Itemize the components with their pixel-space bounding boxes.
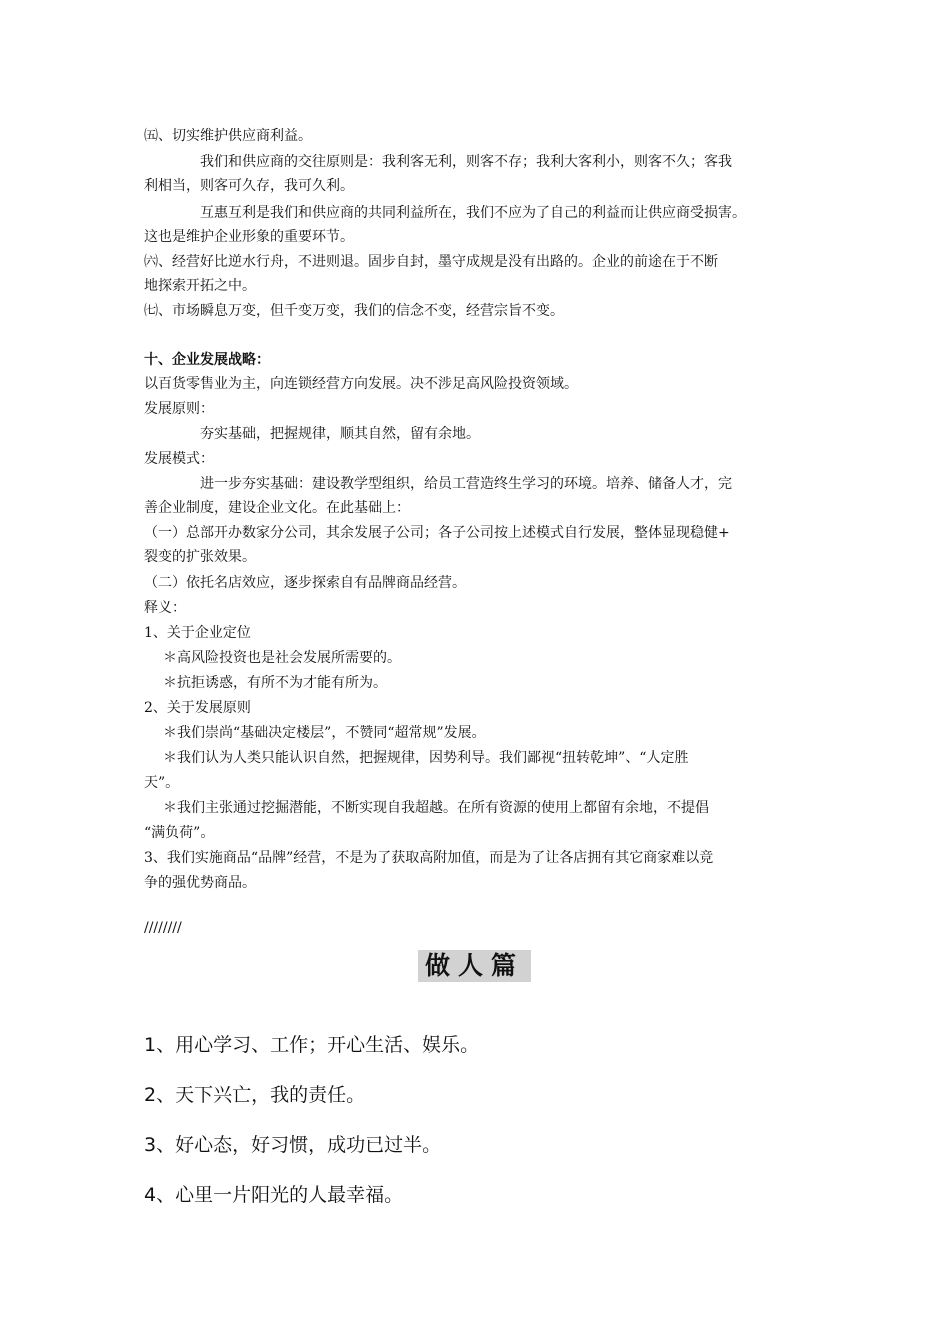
principle-6-line1: ㈥、经营好比逆水行舟，不进则退。固步自封，墨守成规是没有出路的。企业的前途在于不断 [144,254,718,270]
separator: //////// [144,920,182,936]
explain-label: 释义： [144,600,186,616]
principle-5-title: ㈤、切实维护供应商利益。 [144,128,312,144]
principle-6-line2: 地探索开拓之中。 [144,278,256,294]
principle-5-para1-line1: 我们和供应商的交往原则是：我利客无利，则客不存；我利大客利小，则客不久；客我 [200,154,732,170]
section-heading-strategy: 十、企业发展战略： [144,352,270,368]
mode-line1: 进一步夯实基础：建设教学型组织，给员工营造终生学习的环境。培养、储备人才，完 [200,476,732,492]
mode-item2: （二）依托名店效应，逐步探索自有品牌商品经营。 [144,575,466,591]
explain-2-c-line2: “满负荷”。 [144,825,215,841]
explain-1-b: ＊抗拒诱惑，有所不为才能有所为。 [163,675,387,691]
motto-2: 2、天下兴亡，我的责任。 [144,1084,366,1106]
strategy-main: 以百货零售业为主，向连锁经营方向发展。决不涉足高风险投资领域。 [144,376,578,392]
motto-4: 4、心里一片阳光的人最幸福。 [144,1184,404,1206]
principle-label: 发展原则： [144,401,214,417]
explain-2-a: ＊我们崇尚“基础决定楼层”，不赞同“超常规”发展。 [163,725,486,741]
principle-5-para2-line1: 互惠互利是我们和供应商的共同利益所在，我们不应为了自己的利益而让供应商受损害。 [200,205,746,221]
explain-2-b-line2: 天”。 [144,775,180,791]
section-title: 做人篇 [418,950,531,982]
motto-1: 1、用心学习、工作；开心生活、娱乐。 [144,1034,480,1056]
explain-2-c-line1: ＊我们主张通过挖掘潜能，不断实现自我超越。在所有资源的使用上都留有余地，不提倡 [163,800,709,816]
principle-7: ㈦、市场瞬息万变，但千变万变，我们的信念不变，经营宗旨不变。 [144,303,564,319]
explain-3-line1: 3、我们实施商品“品牌”经营，不是为了获取高附加值，而是为了让各店拥有其它商家难以竞 [144,850,714,866]
mode-label: 发展模式： [144,451,214,467]
explain-2-b-line1: ＊我们认为人类只能认识自然，把握规律，因势利导。我们鄙视“扭转乾坤”、“人定胜 [163,750,689,766]
explain-1-title: 1、关于企业定位 [144,625,251,641]
principle-5-para1-line2: 利相当，则客可久存，我可久利。 [144,178,354,194]
explain-3-line2: 争的强优势商品。 [144,875,256,891]
explain-2-title: 2、关于发展原则 [144,700,251,716]
principle-5-para2-line2: 这也是维护企业形象的重要环节。 [144,229,354,245]
mode-item1-line2: 裂变的扩张效果。 [144,549,256,565]
explain-1-a: ＊高风险投资也是社会发展所需要的。 [163,650,401,666]
motto-3: 3、好心态，好习惯，成功已过半。 [144,1134,442,1156]
mode-item1-line1: （一）总部开办数家分公司，其余发展子公司；各子公司按上述模式自行发展，整体显现稳健+ [144,525,730,541]
mode-line2: 善企业制度，建设企业文化。在此基础上： [144,500,410,516]
principle-text: 夯实基础，把握规律，顺其自然，留有余地。 [200,426,480,442]
